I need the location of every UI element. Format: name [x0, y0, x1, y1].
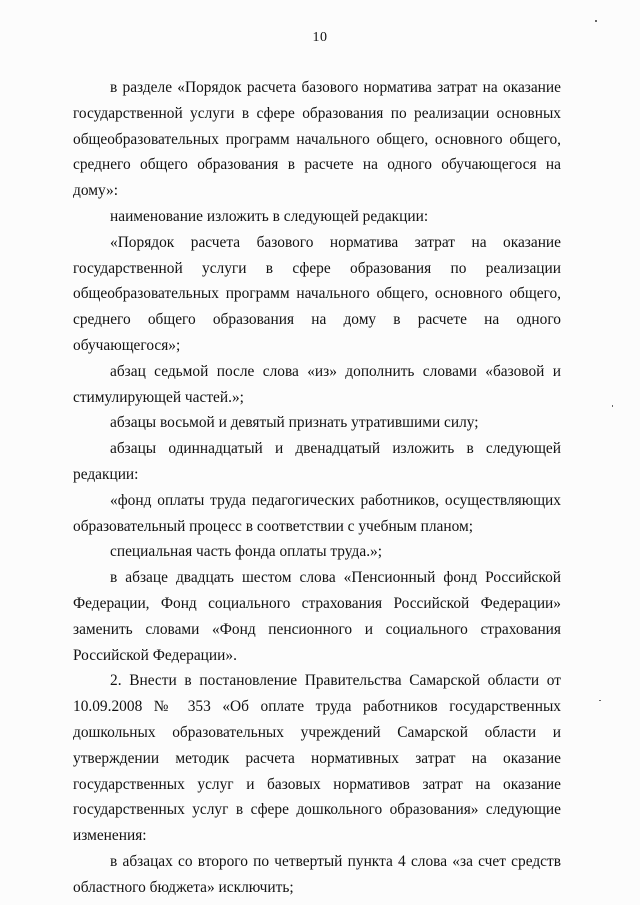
paragraph: абзацы восьмой и девятый признать утратившими силу; [110, 414, 479, 432]
page-number: 10 [312, 30, 328, 45]
paragraph: «Порядок расчета базового норматива затрат на оказание государственной услуги в сфере образования по реализации общеобразовательных программ начального общего, основного общего, среднего общего образования на дому в расчете на одного обучающегося»; [73, 233, 561, 354]
scan-speck [599, 700, 601, 701]
paragraph: специальная часть фонда оплаты труда.»; [110, 543, 383, 561]
scan-speck [595, 20, 597, 22]
paragraph: в абзацах со второго по четвертый пункта 4 слова «за счет средств областного бюджета» исключить; [73, 852, 561, 896]
scan-speck [612, 405, 613, 407]
paragraph: 2. Внести в постановление Правительства Самарской области от 10.09.2008 № 353 «Об оплате труда работников государственных дошкольных образовательных учреждений Самарской области и утверждении методик расчета нормативных затрат на оказание государственных услуг и базовых нормативов затрат на оказание государственных услуг в сфере дошкольного образования» следующие изменения: [73, 672, 561, 845]
document-body [73, 75, 561, 901]
paragraph: наименование изложить в следующей редакции: [110, 207, 429, 225]
paragraph: абзац седьмой после слова «из» дополнить словами «базовой и стимулирующей частей.»; [73, 362, 561, 406]
paragraph: в разделе «Порядок расчета базового норматива затрат на оказание государственной услуги в сфере образования по реализации основных общеобразовательных программ начального общего, основного общего, среднего общего образования в расчете на одного обучающегося на дому»: [73, 79, 561, 200]
paragraph: абзацы одиннадцатый и двенадцатый изложить в следующей редакции: [73, 440, 561, 483]
paragraph: «фонд оплаты труда педагогических работников, осуществляющих образовательный процесс в соответствии с учебным планом; [73, 491, 561, 535]
paragraph: в абзаце двадцать шестом слова «Пенсионный фонд Российской Федерации, Фонд социального страхования Российской Федерации» заменить словами «Фонд пенсионного и социального страхования Российской Федерации». [73, 569, 561, 664]
